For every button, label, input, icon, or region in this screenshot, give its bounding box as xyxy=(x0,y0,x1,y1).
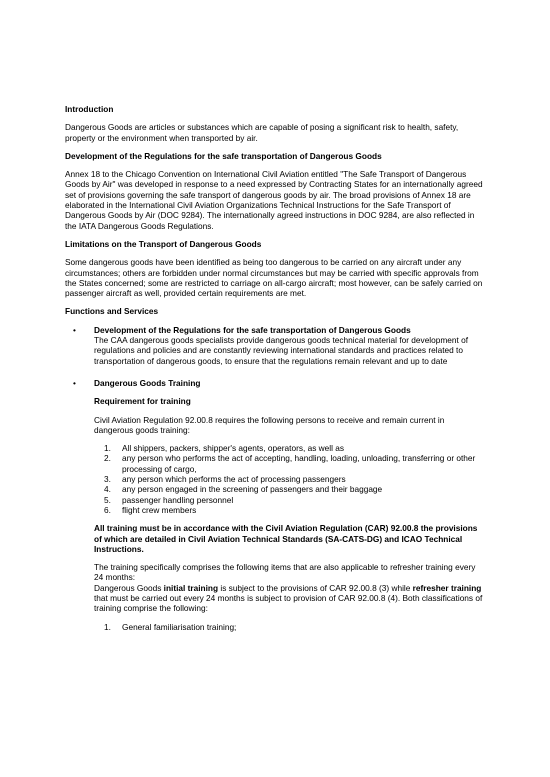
persons-list xyxy=(94,443,485,515)
functions-list xyxy=(65,325,485,632)
specific-text: The training specifically comprises the following items that are also applicable to refresher training every 24 months: xyxy=(94,562,476,583)
function-item-regulations xyxy=(65,325,485,366)
bullet-icon: • xyxy=(73,377,76,388)
limitations-text: Some dangerous goods have been identified as being too dangerous to be carried on any aircraft under any circumstances; others are forbidden under normal circumstances but may be carried with specific approvals from the States concerned; some are restricted to carriage on all-cargo aircraft; most however, can be safely carried on passenger aircraft as well, provided certain requirements are met. xyxy=(65,257,483,299)
document-page xyxy=(65,104,485,640)
refresher-training-term: refresher training xyxy=(412,582,482,593)
function-text-regulations: The CAA dangerous goods specialists provide dangerous goods technical material for development of regulations and policies and are constantly reviewing international standards and practices related to transportation of dangerous goods, to ensure that the regulations remain relevant and up to date xyxy=(94,335,469,366)
accordance-text: All training must be in accordance with the Civil Aviation Regulation (CAR) 92.00.8 the provisions of which are detailed in Civil Aviation Technical Standards (SA-CATS-DG) and ICAO Technical Instructions. xyxy=(94,523,478,554)
function-item-training xyxy=(65,378,485,632)
list-item: 1. All shippers, packers, shipper's agents, operators, as well as xyxy=(104,443,345,454)
list-item: 4. any person engaged in the screening of passengers and their baggage xyxy=(104,484,383,495)
functions-heading: Functions and Services xyxy=(65,306,159,317)
initial-training-term: initial training xyxy=(163,582,219,593)
training-description: The training specifically comprises the following items that are also applicable to refresher training every 24 months: Dangerous Goods initial training is subject to the provisions of CAR 92.00.8 (3) while refresher training that must be carried out every 24 months is subject to provision of CAR 92.00.8 (4). Both classifications of training comprise the following: xyxy=(94,562,483,614)
limitations-heading: Limitations on the Transport of Dangerous Goods xyxy=(65,238,262,249)
function-title-regulations: Development of the Regulations for the safe transportation of Dangerous Goods xyxy=(94,324,411,335)
list-item: 1. General familiarisation training; xyxy=(104,621,237,632)
requirement-heading: Requirement for training xyxy=(94,396,191,407)
development-text: Annex 18 to the Chicago Convention on International Civil Aviation entitled "The Safe Transport of Dangerous Goods by Air" was developed in response to a need expressed by Contracting States for an internationally agreed set of provisions governing the safe transport of dangerous goods by air. The broad provisions of Annex 18 are elaborated in the International Civil Aviation Organizations Technical Instructions for the Safe Transport of Dangerous Goods by Air (DOC 9284). The internationally agreed instructions in DOC 9284, are also reflected in the IATA Dangerous Goods Regulations. xyxy=(65,169,483,231)
introduction-heading: Introduction xyxy=(65,104,114,114)
requirement-text: Civil Aviation Regulation 92.00.8 requires the following persons to receive and remain current in dangerous goods training: xyxy=(94,414,445,435)
introduction-text: Dangerous Goods are articles or substances which are capable of posing a significant risk to health, safety, property or the environment when transported by air. xyxy=(65,122,459,143)
list-item: 3. any person which performs the act of processing passengers xyxy=(104,474,346,485)
development-heading: Development of the Regulations for the safe transportation of Dangerous Goods xyxy=(65,150,382,161)
list-item: 5. passenger handling personnel xyxy=(104,494,234,505)
function-title-training: Dangerous Goods Training xyxy=(94,377,201,388)
list-item: 2. any person who performs the act of accepting, handling, loading, unloading, transferring or other processing of cargo, xyxy=(104,453,476,474)
bullet-icon: • xyxy=(73,324,76,335)
list-item: 6. flight crew members xyxy=(104,504,197,515)
training-items-list xyxy=(94,622,485,632)
